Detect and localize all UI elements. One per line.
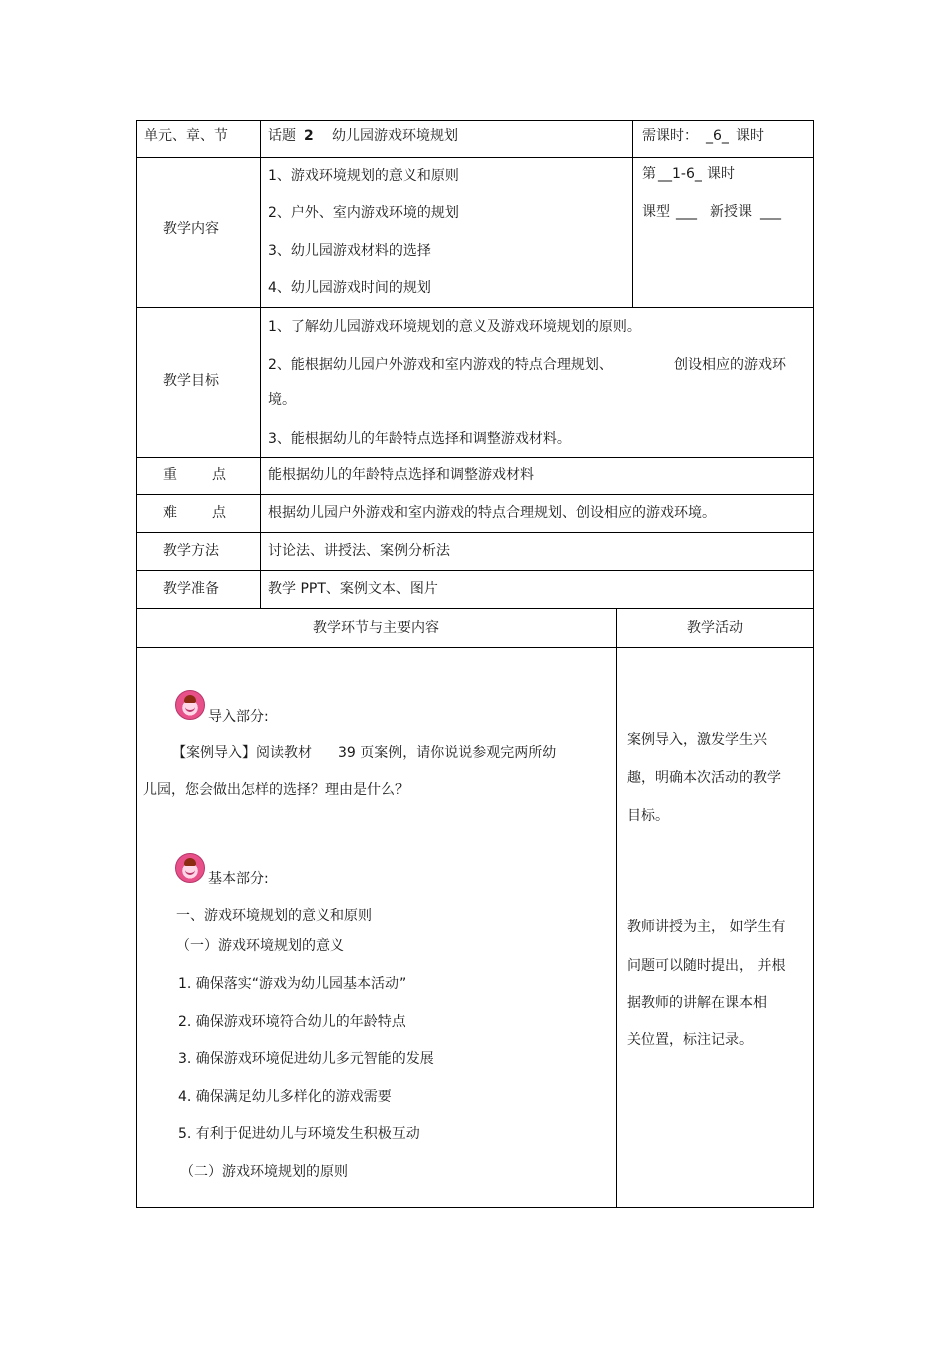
row-divider — [136, 608, 814, 609]
girl-avatar-icon — [175, 853, 205, 883]
prep-text: 教学 PPT、案例文本、图片 — [268, 581, 438, 597]
unit-label: 单元、章、节 — [144, 128, 228, 144]
lesson-type-value: 新授课 — [710, 204, 752, 220]
column-header-activity: 教学活动 — [687, 620, 743, 636]
key-point-label: 点 — [212, 467, 226, 483]
list-item: 3. 确保游戏环境促进幼儿多元智能的发展 — [178, 1051, 434, 1067]
content-item: 2、户外、室内游戏环境的规划 — [268, 205, 459, 221]
column-divider — [632, 120, 633, 308]
subsection-heading: （二）游戏环境规划的原则 — [180, 1164, 348, 1180]
row-divider — [136, 494, 814, 495]
intro-case-line: 【案例导入】阅读教材 — [172, 745, 312, 761]
session-prefix: 第 — [642, 166, 656, 182]
topic-number: 2 — [304, 128, 314, 144]
subsection-heading: （一）游戏环境规划的意义 — [176, 938, 344, 954]
hours-unit: 课时 — [736, 128, 764, 144]
intro-case-line: 39 页案例，请你说说参观完两所幼 — [338, 745, 557, 761]
activity-line: 关位置，标注记录。 — [627, 1032, 753, 1048]
column-divider — [616, 608, 617, 1208]
row-divider — [136, 457, 814, 458]
goal-line: 创设相应的游戏环 — [674, 357, 786, 373]
list-item: 1. 确保落实“游戏为幼儿园基本活动” — [178, 976, 407, 992]
row-divider — [136, 570, 814, 571]
content-label: 教学内容 — [163, 221, 219, 237]
activity-line: 问题可以随时提出， 并根 — [627, 958, 786, 974]
method-label: 教学方法 — [163, 543, 219, 559]
lesson-type-label: 课型 — [642, 204, 670, 220]
goal-line: 2、能根据幼儿园户外游戏和室内游戏的特点合理规划、 — [268, 357, 613, 373]
blank-line: ___ — [760, 204, 781, 220]
activity-line: 据教师的讲解在课本相 — [627, 995, 767, 1011]
session-unit: 课时 — [707, 166, 735, 182]
row-divider — [136, 647, 814, 648]
session-value: 1-6 — [672, 166, 695, 182]
difficulty-label: 点 — [212, 505, 226, 521]
girl-avatar-icon — [175, 690, 205, 720]
blank-line: ___ — [676, 204, 697, 220]
content-item: 1、游戏环境规划的意义和原则 — [268, 168, 459, 184]
key-point-label: 重 — [163, 467, 177, 483]
column-divider — [260, 120, 261, 608]
difficulty-label: 难 — [163, 505, 177, 521]
basic-title: 基本部分: — [208, 871, 269, 887]
difficulty-text: 根据幼儿园户外游戏和室内游戏的特点合理规划、创设相应的游戏环境。 — [268, 505, 716, 521]
list-item: 5. 有利于促进幼儿与环境发生积极互动 — [178, 1126, 420, 1142]
hours-label: 需课时： — [642, 128, 698, 144]
hours-value-field: _6_ — [706, 128, 729, 144]
content-item: 3、幼儿园游戏材料的选择 — [268, 243, 431, 259]
activity-line: 教师讲授为主， 如学生有 — [627, 919, 786, 935]
intro-case-line: 儿园，您会做出怎样的选择？理由是什么？ — [143, 782, 409, 798]
topic-prefix: 话题 — [268, 128, 296, 144]
goal-line: 境。 — [268, 392, 296, 408]
intro-title: 导入部分: — [208, 709, 269, 725]
prep-label: 教学准备 — [163, 581, 219, 597]
row-divider — [136, 157, 814, 158]
goal-line: 1、了解幼儿园游戏环境规划的意义及游戏环境规划的原则。 — [268, 319, 641, 335]
list-item: 2. 确保游戏环境符合幼儿的年龄特点 — [178, 1014, 406, 1030]
hours-value: 6 — [713, 128, 722, 144]
activity-line: 目标。 — [627, 808, 669, 824]
goal-line: 3、能根据幼儿的年龄特点选择和调整游戏材料。 — [268, 431, 571, 447]
list-item: 4. 确保满足幼儿多样化的游戏需要 — [178, 1089, 392, 1105]
row-divider — [136, 307, 814, 308]
activity-line: 案例导入，激发学生兴 — [627, 732, 767, 748]
section-heading: 一、游戏环境规划的意义和原则 — [176, 908, 372, 924]
method-text: 讨论法、讲授法、案例分析法 — [268, 543, 450, 559]
topic-title: 幼儿园游戏环境规划 — [332, 128, 458, 144]
column-header-content: 教学环节与主要内容 — [313, 620, 439, 636]
key-point-text: 能根据幼儿的年龄特点选择和调整游戏材料 — [268, 467, 534, 483]
session-value-field: __1-6_ — [658, 166, 702, 182]
content-item: 4、幼儿园游戏时间的规划 — [268, 280, 431, 296]
goals-label: 教学目标 — [163, 373, 219, 389]
row-divider — [136, 532, 814, 533]
activity-line: 趣，明确本次活动的教学 — [627, 770, 781, 786]
